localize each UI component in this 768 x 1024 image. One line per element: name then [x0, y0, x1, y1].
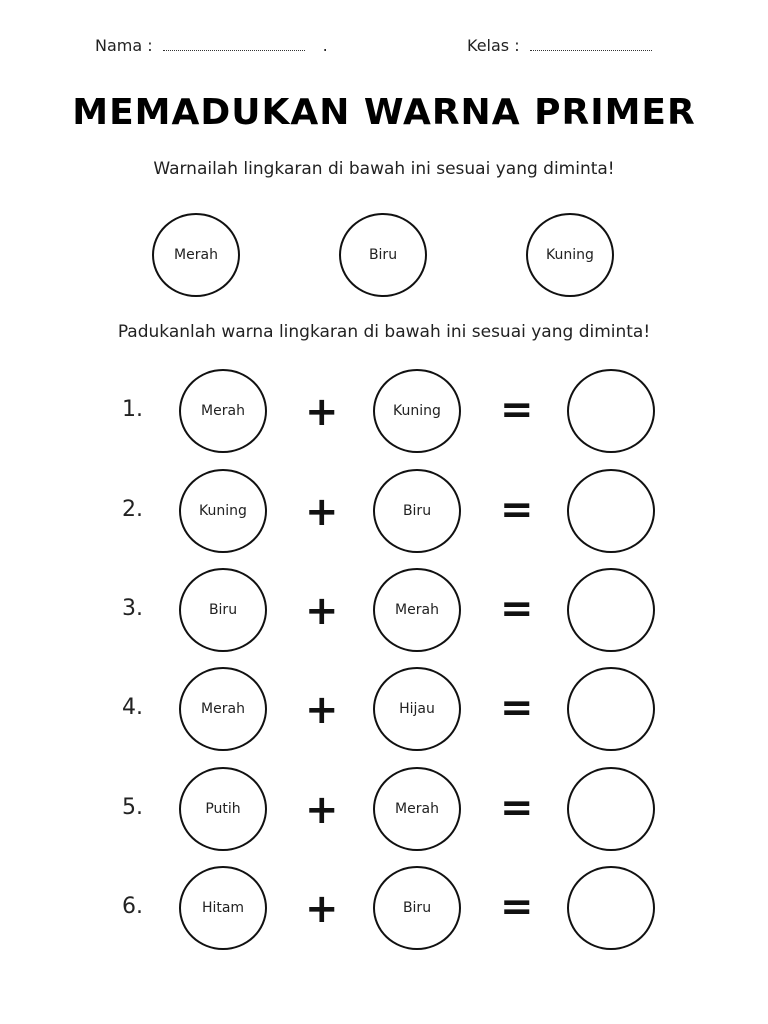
problem-right-circle[interactable] [373, 866, 461, 950]
problem-right-circle[interactable] [373, 568, 461, 652]
circle-label: Hijau [399, 701, 435, 717]
circle-label: Merah [395, 801, 439, 817]
equals-sign: = [500, 785, 534, 831]
problem-right-circle[interactable] [373, 767, 461, 851]
instruction-color-circles: Warnailah lingkaran di bawah ini sesuai yang diminta! [153, 159, 615, 179]
name-period: . [322, 36, 328, 55]
primary-circle-label: Kuning [546, 247, 594, 263]
class-blank-line[interactable] [530, 36, 652, 51]
circle-label: Biru [208, 602, 238, 618]
class-field [467, 36, 652, 55]
problem-left-circle[interactable] [179, 568, 267, 652]
circle-label: Kuning [393, 403, 441, 419]
problem-left-circle[interactable] [179, 369, 267, 453]
problem-left-circle[interactable] [179, 767, 267, 851]
primary-circle-blue[interactable] [339, 213, 427, 297]
page-title: MEMADUKAN WARNA PRIMER [72, 92, 696, 133]
equals-sign: = [500, 487, 534, 533]
plus-sign: + [305, 787, 339, 833]
circle-label: Biru [402, 900, 432, 916]
problem-left-circle[interactable] [179, 469, 267, 553]
name-label: Nama : [95, 36, 153, 55]
circle-label: Kuning [199, 503, 247, 519]
instruction-mix-circles: Padukanlah warna lingkaran di bawah ini sesuai yang diminta! [117, 322, 651, 342]
problem-left-circle[interactable] [179, 667, 267, 751]
problem-answer-circle[interactable] [567, 667, 655, 751]
problem-answer-circle[interactable] [567, 866, 655, 950]
circle-label: Merah [201, 701, 245, 717]
primary-circle-red[interactable] [152, 213, 240, 297]
primary-circle-label: Biru [368, 247, 398, 263]
plus-sign: + [305, 489, 339, 535]
name-field [95, 36, 328, 55]
problem-left-circle[interactable] [179, 866, 267, 950]
plus-sign: + [305, 389, 339, 435]
problem-number: 5. [122, 795, 143, 820]
equals-sign: = [500, 685, 534, 731]
problem-right-circle[interactable] [373, 667, 461, 751]
problem-number: 4. [122, 695, 143, 720]
class-label: Kelas : [467, 36, 520, 55]
problem-answer-circle[interactable] [567, 767, 655, 851]
plus-sign: + [305, 687, 339, 733]
problem-number: 3. [122, 596, 143, 621]
circle-label: Hitam [201, 900, 245, 916]
problem-number: 6. [122, 894, 143, 919]
plus-sign: + [305, 588, 339, 634]
primary-circle-yellow[interactable] [526, 213, 614, 297]
problem-answer-circle[interactable] [567, 369, 655, 453]
problem-answer-circle[interactable] [567, 469, 655, 553]
problem-number: 2. [122, 497, 143, 522]
problem-right-circle[interactable] [373, 369, 461, 453]
circle-label: Merah [395, 602, 439, 618]
circle-label: Merah [201, 403, 245, 419]
problem-right-circle[interactable] [373, 469, 461, 553]
problem-answer-circle[interactable] [567, 568, 655, 652]
primary-circle-label: Merah [174, 247, 218, 263]
circle-label: Biru [402, 503, 432, 519]
equals-sign: = [500, 387, 534, 433]
plus-sign: + [305, 886, 339, 932]
circle-label: Putih [205, 801, 241, 817]
equals-sign: = [500, 884, 534, 930]
name-blank-line[interactable] [163, 36, 305, 51]
problem-number: 1. [122, 397, 143, 422]
equals-sign: = [500, 586, 534, 632]
